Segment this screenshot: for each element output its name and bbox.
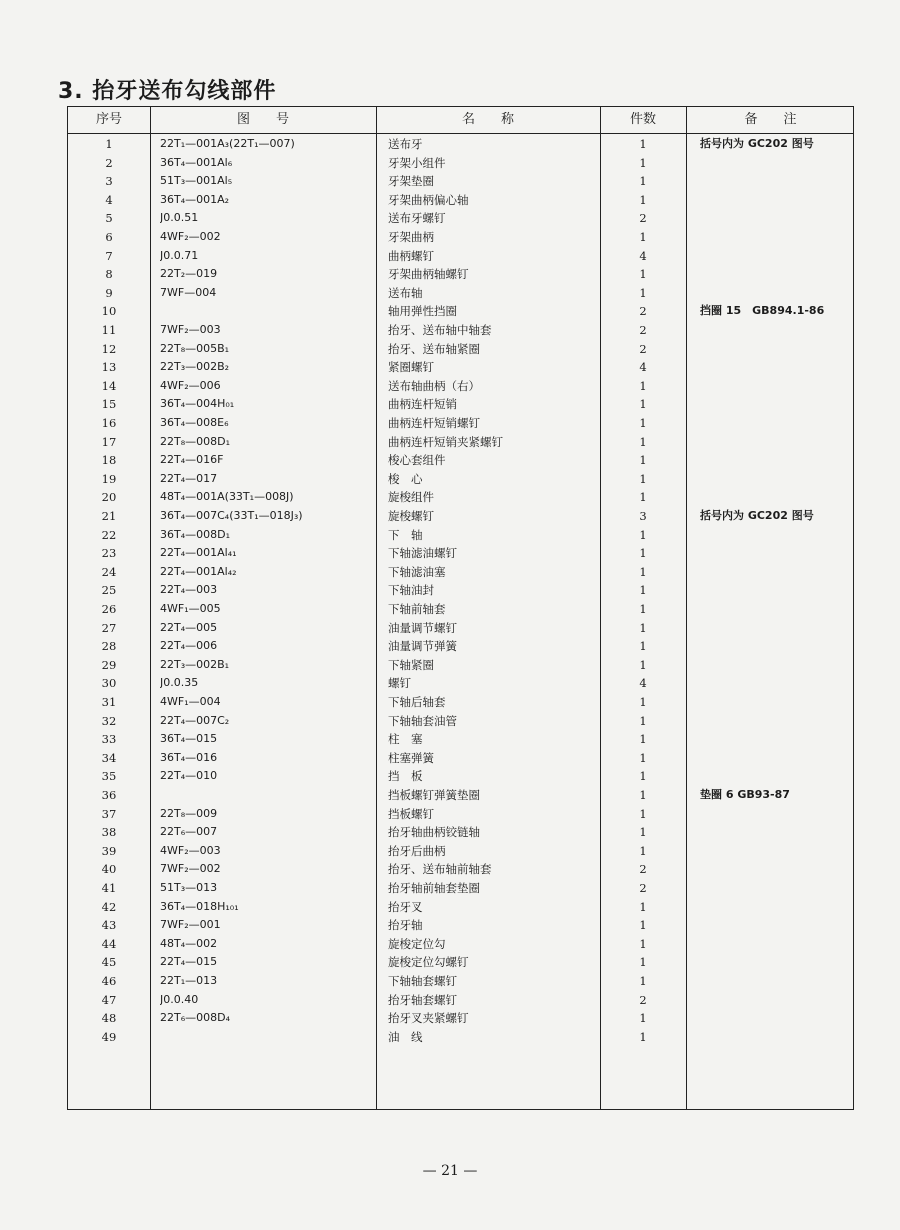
drawing-number: J0.0.51 xyxy=(160,211,199,225)
drawing-number: 36T₄—001A₂ xyxy=(160,192,230,206)
table-row xyxy=(68,991,853,1010)
table-row xyxy=(68,637,853,656)
part-name: 挡板螺钉弹簧垫圈 xyxy=(388,788,480,802)
row-number: 34 xyxy=(101,750,117,765)
table-row xyxy=(68,526,853,545)
drawing-number: 22T₁—013 xyxy=(160,974,218,987)
row-number: 15 xyxy=(101,397,117,412)
table-row xyxy=(68,898,853,917)
quantity: 1 xyxy=(639,416,647,430)
row-number: 2 xyxy=(105,155,113,170)
quantity: 1 xyxy=(639,918,647,933)
row-number: 22 xyxy=(101,527,117,542)
part-name: 抬牙叉 xyxy=(388,899,423,914)
remark: 垫圈 6 GB93-87 xyxy=(700,788,790,801)
drawing-number: 22T₆—007 xyxy=(160,825,218,839)
table-row xyxy=(68,451,853,470)
header-name: 名 称 xyxy=(461,112,514,127)
part-name: 抬牙轴 xyxy=(388,918,423,933)
drawing-number: 22T₄—010 xyxy=(160,769,218,783)
row-number: 46 xyxy=(101,974,117,988)
table-row xyxy=(68,805,853,824)
quantity: 1 xyxy=(639,806,647,821)
table-row xyxy=(68,414,853,433)
row-number: 1 xyxy=(105,137,113,151)
row-number: 43 xyxy=(101,918,117,933)
drawing-number: 22T₂—019 xyxy=(160,267,218,281)
quantity: 4 xyxy=(639,676,647,691)
quantity: 1 xyxy=(639,843,647,858)
part-name: 牙架曲柄轴螺钉 xyxy=(388,267,469,282)
table-row xyxy=(68,321,853,340)
drawing-number: 22T₄—007C₂ xyxy=(160,713,230,727)
row-number: 33 xyxy=(101,732,117,747)
drawing-number: 36T₄—001Al₆ xyxy=(160,155,233,169)
quantity: 1 xyxy=(639,490,647,505)
part-name: 下轴轴套螺钉 xyxy=(388,974,457,988)
table-row xyxy=(68,154,853,173)
quantity: 3 xyxy=(639,509,647,523)
drawing-number: 4WF₂—003 xyxy=(160,843,221,857)
part-name: 抬牙、送布轴紧圈 xyxy=(388,341,480,356)
row-number: 21 xyxy=(101,509,117,523)
table-row xyxy=(68,693,853,712)
part-name: 送布牙 xyxy=(388,137,423,151)
row-number: 10 xyxy=(101,304,117,319)
quantity: 4 xyxy=(639,360,647,375)
part-name: 旋梭定位勾螺钉 xyxy=(388,955,469,970)
drawing-number: 7WF₂—001 xyxy=(160,918,221,932)
quantity: 2 xyxy=(639,862,647,877)
table-row xyxy=(68,563,853,582)
row-number: 25 xyxy=(101,583,117,598)
part-name: 旋梭螺钉 xyxy=(388,509,434,523)
drawing-number: 4WF₁—004 xyxy=(160,695,221,708)
part-name: 抬牙、送布轴中轴套 xyxy=(388,323,492,337)
header-no: 序号 xyxy=(95,112,122,127)
quantity: 1 xyxy=(639,974,647,988)
row-number: 18 xyxy=(101,453,117,468)
drawing-number: 4WF₂—002 xyxy=(160,230,221,243)
quantity: 2 xyxy=(639,992,647,1007)
row-number: 9 xyxy=(105,285,113,300)
part-name: 油量调节弹簧 xyxy=(388,639,457,654)
quantity: 1 xyxy=(639,732,647,747)
table-row xyxy=(68,247,853,266)
table-row xyxy=(68,358,853,377)
row-number: 36 xyxy=(101,788,117,802)
quantity: 1 xyxy=(639,174,647,189)
table-row xyxy=(68,916,853,935)
quantity: 2 xyxy=(639,341,647,356)
row-number: 31 xyxy=(101,695,117,709)
part-name: 牙架曲柄偏心轴 xyxy=(388,192,469,207)
part-name: 下轴紧圈 xyxy=(388,657,434,672)
table-row xyxy=(68,879,853,898)
part-name: 紧圈螺钉 xyxy=(388,360,434,375)
drawing-number: 22T₄—015 xyxy=(160,955,218,969)
part-name: 曲柄螺钉 xyxy=(388,248,434,263)
table-row xyxy=(68,302,853,321)
quantity: 1 xyxy=(639,267,647,282)
drawing-number: 48T₄—001A(33T₁—008J) xyxy=(160,490,294,504)
quantity: 1 xyxy=(639,285,647,300)
drawing-number: 48T₄—002 xyxy=(160,936,218,950)
quantity: 1 xyxy=(639,155,647,170)
table-row xyxy=(68,488,853,507)
part-name: 牙架小组件 xyxy=(388,155,446,170)
part-name: 送布轴 xyxy=(388,285,423,300)
part-name: 曲柄连杆短销螺钉 xyxy=(388,416,480,430)
table-row xyxy=(68,712,853,731)
row-number: 7 xyxy=(105,248,113,263)
table-row xyxy=(68,1028,853,1047)
part-name: 送布轴曲柄（右） xyxy=(388,378,480,393)
remark: 括号内为 GC202 图号 xyxy=(700,509,814,522)
part-name: 抬牙轴套螺钉 xyxy=(388,992,457,1007)
quantity: 1 xyxy=(639,1011,647,1026)
row-number: 44 xyxy=(101,936,117,951)
quantity: 1 xyxy=(639,137,647,151)
drawing-number: 22T₄—005 xyxy=(160,620,218,634)
drawing-number: 22T₄—006 xyxy=(160,639,218,653)
row-number: 45 xyxy=(101,955,117,970)
row-number: 5 xyxy=(105,211,113,226)
table-row xyxy=(68,786,853,805)
quantity: 1 xyxy=(639,602,647,616)
drawing-number: 36T₄—004H₀₁ xyxy=(160,397,235,411)
drawing-number: 22T₈—005B₁ xyxy=(160,341,230,355)
quantity: 1 xyxy=(639,1029,647,1044)
row-number: 23 xyxy=(101,546,117,561)
row-number: 37 xyxy=(101,806,117,821)
quantity: 1 xyxy=(639,899,647,914)
table-row xyxy=(68,953,853,972)
row-number: 30 xyxy=(101,676,117,691)
part-name: 送布牙螺钉 xyxy=(388,211,446,226)
quantity: 1 xyxy=(639,788,647,802)
quantity: 4 xyxy=(639,248,647,263)
quantity: 1 xyxy=(639,527,647,542)
quantity: 1 xyxy=(639,378,647,393)
row-number: 24 xyxy=(101,564,117,579)
row-number: 39 xyxy=(101,843,117,858)
quantity: 1 xyxy=(639,397,647,412)
quantity: 1 xyxy=(639,620,647,635)
remark: 挡圈 15 GB894.1-86 xyxy=(700,304,825,318)
part-name: 柱 塞 xyxy=(388,732,423,747)
part-name: 牙架垫圈 xyxy=(388,174,434,189)
drawing-number: 4WF₁—005 xyxy=(160,602,221,615)
table-row xyxy=(68,730,853,749)
drawing-number: 36T₄—008D₁ xyxy=(160,527,231,541)
row-number: 26 xyxy=(101,602,117,616)
part-name: 下轴滤油螺钉 xyxy=(388,546,457,561)
row-number: 6 xyxy=(105,230,113,244)
quantity: 1 xyxy=(639,192,647,207)
table-row xyxy=(68,395,853,414)
row-number: 41 xyxy=(101,881,117,895)
drawing-number: 36T₄—018H₁₀₁ xyxy=(160,899,239,913)
part-name: 牙架曲柄 xyxy=(388,230,434,244)
row-number: 3 xyxy=(105,174,113,189)
table-row xyxy=(68,544,853,563)
quantity: 1 xyxy=(639,639,647,654)
table-row xyxy=(68,749,853,768)
page-number: — 21 — xyxy=(422,1163,478,1179)
drawing-number: 22T₃—002B₁ xyxy=(160,657,230,671)
row-number: 19 xyxy=(101,471,117,486)
table-row xyxy=(68,767,853,786)
table-row xyxy=(68,470,853,489)
drawing-number: 22T₆—008D₄ xyxy=(160,1011,231,1025)
row-number: 8 xyxy=(105,267,113,282)
row-number: 48 xyxy=(101,1011,117,1026)
table-row xyxy=(68,340,853,359)
remark: 括号内为 GC202 图号 xyxy=(700,137,814,150)
row-number: 29 xyxy=(101,657,117,672)
quantity: 1 xyxy=(639,564,647,579)
drawing-number: 22T₄—016F xyxy=(160,453,224,467)
drawing-number: 7WF₂—003 xyxy=(160,323,221,336)
part-name: 下 轴 xyxy=(388,527,423,542)
quantity: 2 xyxy=(639,881,647,895)
quantity: 1 xyxy=(639,434,647,449)
drawing-number: 36T₄—015 xyxy=(160,732,218,746)
table-row xyxy=(68,619,853,638)
part-name: 旋梭组件 xyxy=(388,490,434,505)
part-name: 抬牙、送布轴前轴套 xyxy=(388,862,492,877)
row-number: 27 xyxy=(101,620,117,635)
row-number: 4 xyxy=(105,192,113,207)
table-row xyxy=(68,1009,853,1028)
drawing-number: 22T₄—017 xyxy=(160,471,218,485)
table-row xyxy=(68,581,853,600)
quantity: 1 xyxy=(639,546,647,561)
part-name: 抬牙轴前轴套垫圈 xyxy=(388,881,480,895)
part-name: 曲柄连杆短销 xyxy=(388,397,457,412)
row-number: 38 xyxy=(101,825,117,840)
part-name: 下轴前轴套 xyxy=(388,602,446,616)
quantity: 1 xyxy=(639,769,647,784)
table-row xyxy=(68,172,853,191)
part-name: 抬牙后曲柄 xyxy=(388,843,446,858)
row-number: 11 xyxy=(101,323,117,337)
drawing-number: 22T₄—001Al₄₂ xyxy=(160,564,237,578)
part-name: 旋梭定位勾 xyxy=(388,936,446,951)
drawing-number: 51T₃—001Al₅ xyxy=(160,174,233,188)
part-name: 螺钉 xyxy=(388,676,411,691)
table-row xyxy=(68,191,853,210)
part-name: 抬牙叉夹紧螺钉 xyxy=(388,1011,469,1026)
table-row xyxy=(68,823,853,842)
header-divider xyxy=(68,133,853,134)
table-row xyxy=(68,433,853,452)
part-name: 油量调节螺钉 xyxy=(388,620,457,635)
drawing-number: 7WF—004 xyxy=(160,285,217,299)
part-name: 梭 心 xyxy=(388,471,423,486)
quantity: 1 xyxy=(639,936,647,951)
quantity: 1 xyxy=(639,230,647,244)
row-number: 32 xyxy=(101,713,117,728)
part-name: 抬牙轴曲柄铰链轴 xyxy=(388,825,480,840)
quantity: 2 xyxy=(639,323,647,337)
table-row xyxy=(68,674,853,693)
table-row xyxy=(68,972,853,991)
part-name: 轴用弹性挡圈 xyxy=(388,304,457,319)
quantity: 1 xyxy=(639,583,647,598)
quantity: 1 xyxy=(639,825,647,840)
header-drawing: 图 号 xyxy=(236,112,289,127)
page-title: 3. 抬牙送布勾线部件 xyxy=(58,79,277,104)
part-name: 下轴油封 xyxy=(388,583,434,598)
drawing-number: 22T₃—002B₂ xyxy=(160,360,230,374)
quantity: 2 xyxy=(639,211,647,226)
row-number: 40 xyxy=(101,862,117,877)
quantity: 2 xyxy=(639,304,647,319)
row-number: 14 xyxy=(101,378,117,393)
part-name: 柱塞弹簧 xyxy=(388,750,434,765)
part-name: 挡板螺钉 xyxy=(388,806,434,821)
drawing-number: 36T₄—016 xyxy=(160,750,218,764)
table-row xyxy=(68,228,853,247)
drawing-number: 7WF₂—002 xyxy=(160,862,221,876)
drawing-number: 36T₄—008E₆ xyxy=(160,416,229,429)
drawing-number: 22T₄—003 xyxy=(160,583,218,597)
part-name: 油 线 xyxy=(388,1029,423,1044)
table-row xyxy=(68,860,853,879)
quantity: 1 xyxy=(639,471,647,486)
part-name: 挡 板 xyxy=(388,769,423,784)
row-number: 12 xyxy=(101,341,117,356)
drawing-number: 4WF₂—006 xyxy=(160,378,221,392)
drawing-number: J0.0.71 xyxy=(160,248,199,262)
table-row xyxy=(68,600,853,619)
drawing-number: J0.0.35 xyxy=(160,676,199,690)
drawing-number: 22T₁—001A₃(22T₁—007) xyxy=(160,137,295,150)
row-number: 49 xyxy=(101,1029,117,1044)
row-number: 16 xyxy=(101,416,117,430)
part-name: 曲柄连杆短销夹紧螺钉 xyxy=(388,434,503,449)
header-qty: 件数 xyxy=(629,112,656,127)
table-row xyxy=(68,507,853,526)
table-row xyxy=(68,842,853,861)
row-number: 28 xyxy=(101,639,117,654)
row-number: 47 xyxy=(101,992,117,1007)
table-row xyxy=(68,656,853,675)
drawing-number: 22T₈—009 xyxy=(160,806,218,820)
row-number: 17 xyxy=(101,434,117,449)
drawing-number: 22T₄—001Al₄₁ xyxy=(160,546,237,560)
quantity: 1 xyxy=(639,695,647,709)
quantity: 1 xyxy=(639,955,647,970)
row-number: 13 xyxy=(101,360,117,375)
drawing-number: 51T₃—013 xyxy=(160,881,218,894)
part-name: 下轴后轴套 xyxy=(388,695,446,709)
quantity: 1 xyxy=(639,453,647,468)
table-row xyxy=(68,265,853,284)
table-row xyxy=(68,377,853,396)
table-row xyxy=(68,935,853,954)
quantity: 1 xyxy=(639,657,647,672)
header-note: 备 注 xyxy=(744,112,797,127)
row-number: 20 xyxy=(101,490,117,505)
part-name: 下轴滤油塞 xyxy=(388,564,446,579)
row-number: 42 xyxy=(101,899,117,914)
drawing-number: 22T₈—008D₁ xyxy=(160,434,231,448)
row-number: 35 xyxy=(101,769,117,784)
quantity: 1 xyxy=(639,750,647,765)
quantity: 1 xyxy=(639,713,647,728)
table-row xyxy=(68,135,853,154)
part-name: 梭心套组件 xyxy=(388,453,446,468)
drawing-number: J0.0.40 xyxy=(160,992,199,1006)
drawing-number: 36T₄—007C₄(33T₁—018J₃) xyxy=(160,509,303,522)
part-name: 下轴轴套油管 xyxy=(388,713,457,728)
parts-table xyxy=(67,106,854,1110)
table-row xyxy=(68,284,853,303)
table-row xyxy=(68,209,853,228)
